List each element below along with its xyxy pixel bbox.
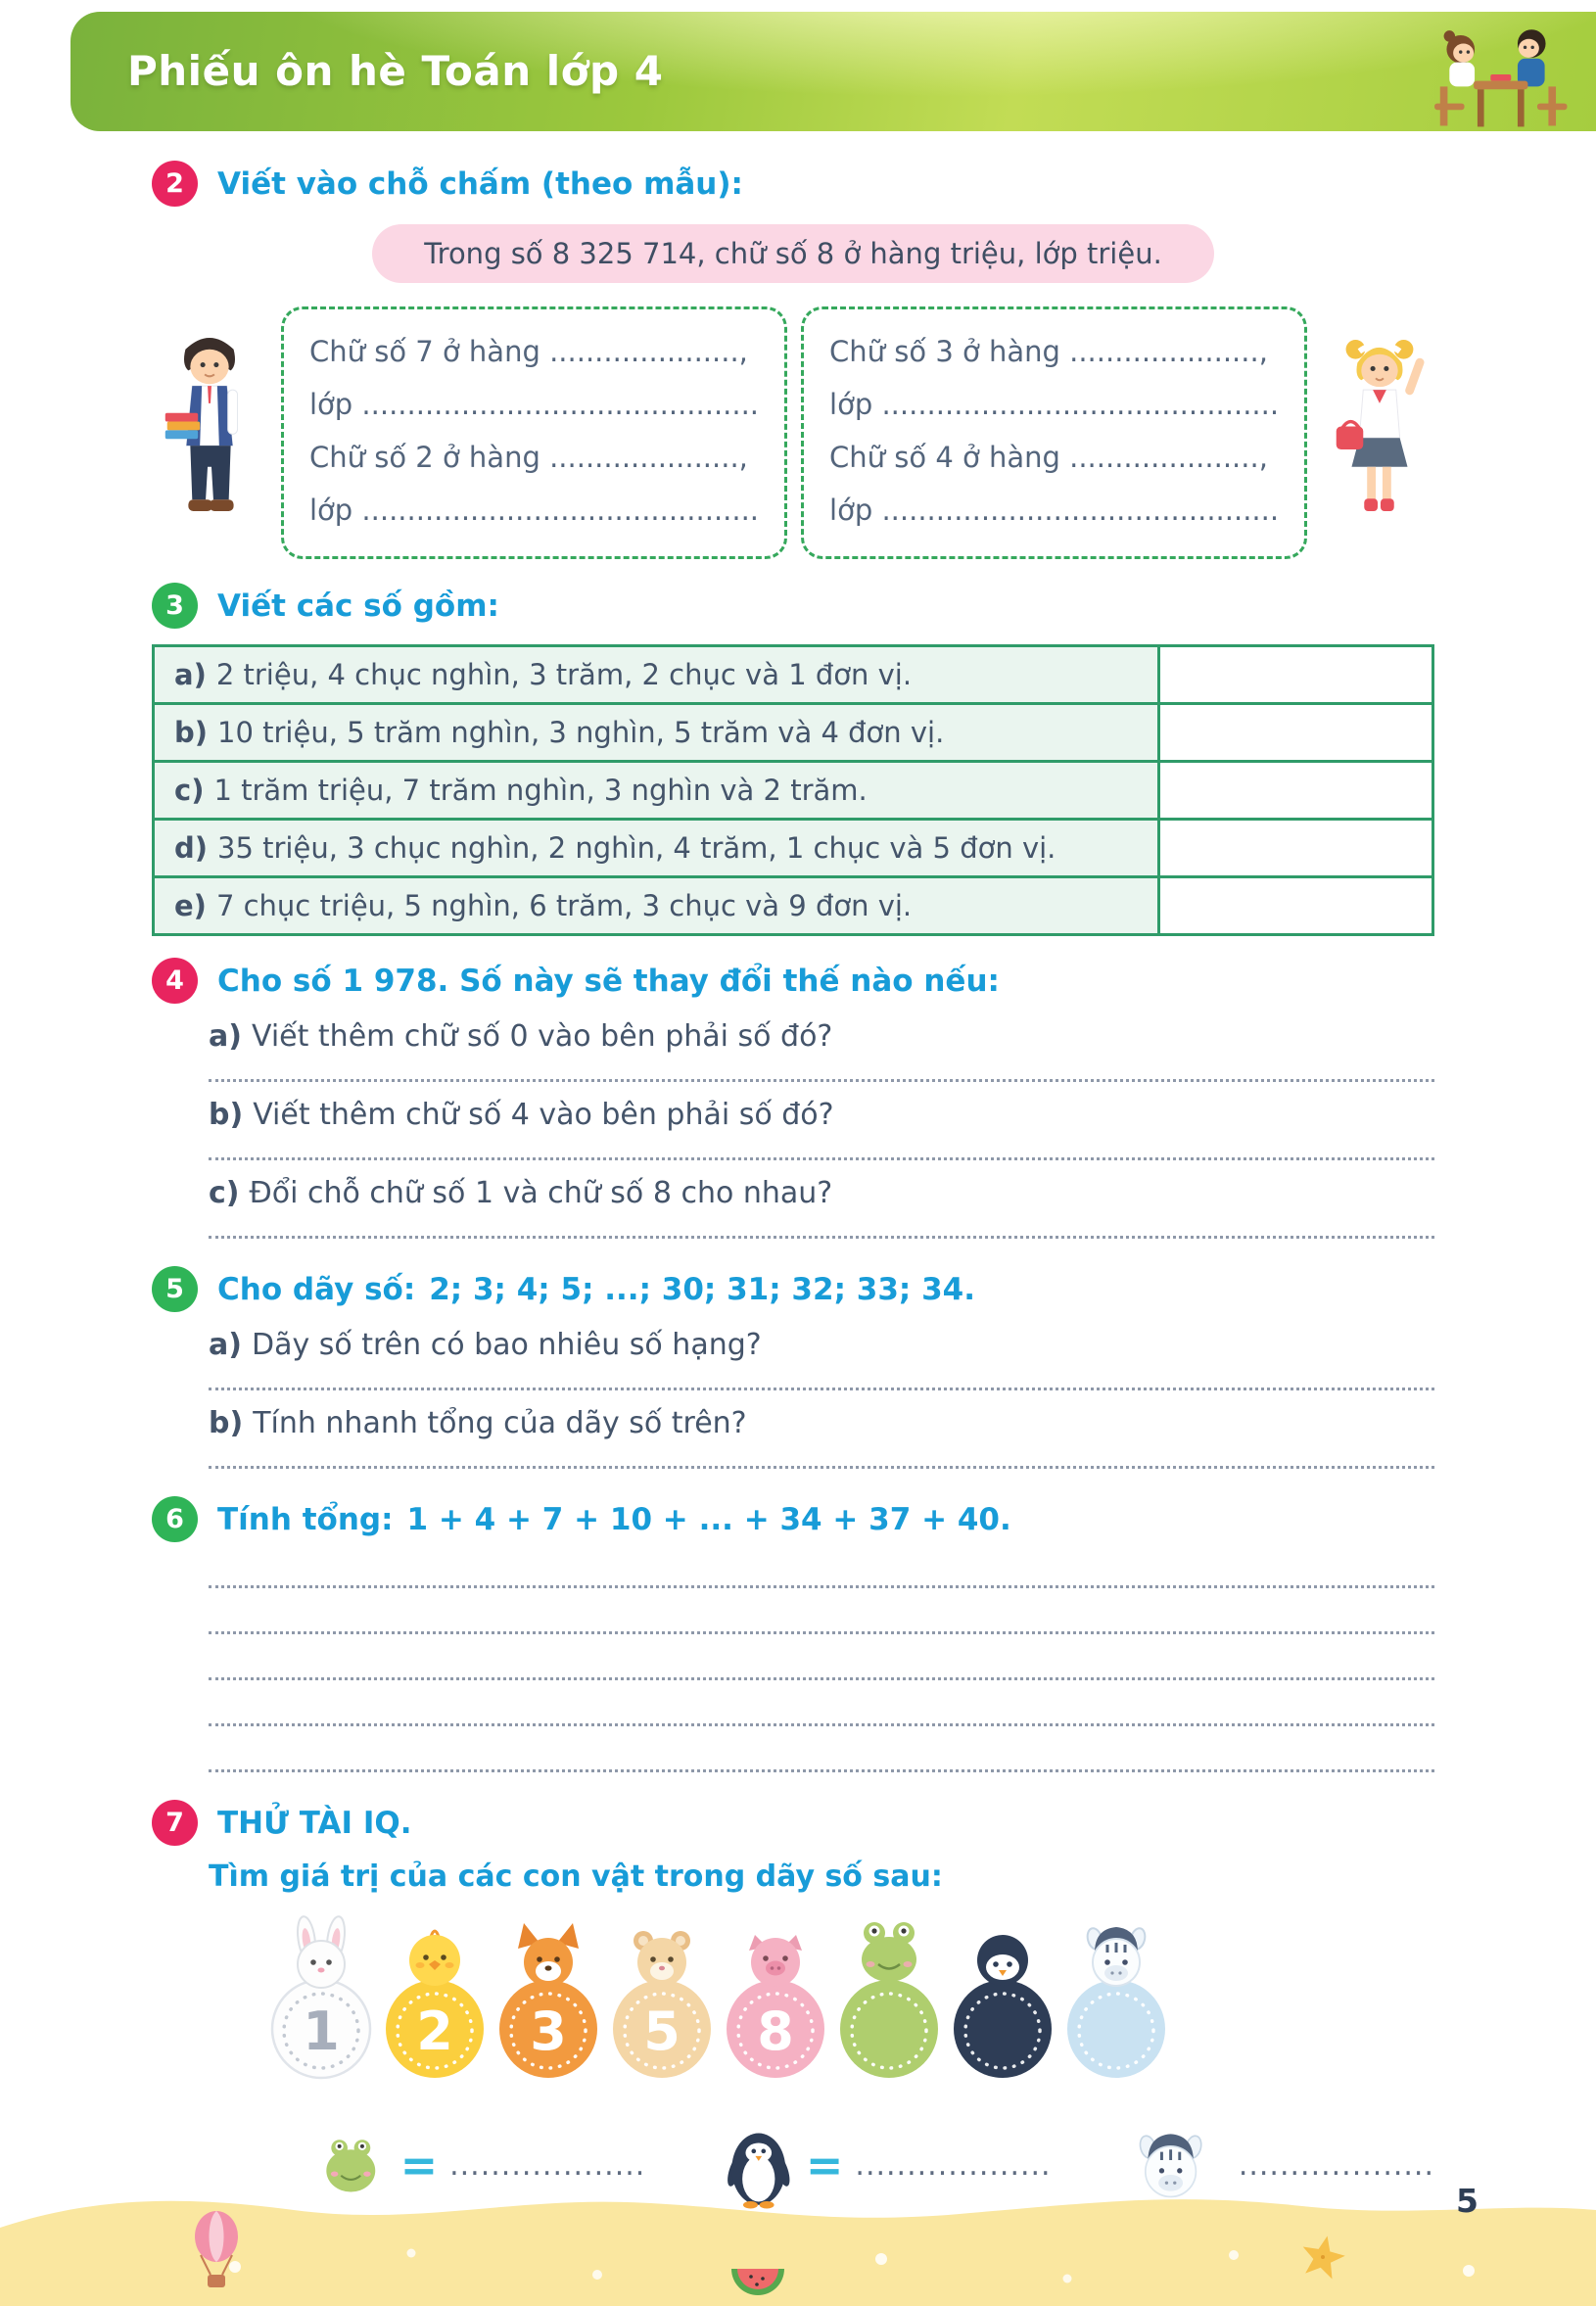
answer-line xyxy=(209,1466,1434,1469)
question-2-title: Viết vào chỗ chấm (theo mẫu): xyxy=(217,165,743,202)
animal-frog xyxy=(837,1913,941,2086)
question-4-body xyxy=(209,1019,1434,1239)
fill-box-left xyxy=(281,306,787,559)
fill-line: lớp ............................................ xyxy=(829,494,1280,527)
hot-air-balloon-icon xyxy=(191,2210,242,2294)
q3-row-text: d) 35 triệu, 3 chục nghìn, 2 nghìn, 4 trăm, 1 chục và 5 đơn vị. xyxy=(154,820,1159,877)
question-4-title: Cho số 1 978. Số này sẽ thay đổi thế nào nếu: xyxy=(217,963,1000,999)
q3-answer-cell xyxy=(1159,762,1433,820)
q3-row-text: e) 7 chục triệu, 5 nghìn, 6 trăm, 3 chục và 9 đơn vị. xyxy=(154,877,1159,935)
question-7-header xyxy=(152,1800,1434,1846)
fill-line: lớp ............................................ xyxy=(309,494,760,527)
question-3-badge: 3 xyxy=(152,583,198,629)
page-number: 5 xyxy=(1456,2182,1479,2220)
equals-sign: = xyxy=(399,2139,439,2191)
question-4-header xyxy=(152,958,1434,1004)
question-7-subtitle: Tìm giá trị của các con vật trong dãy số sau: xyxy=(209,1859,943,1894)
fill-line: lớp ............................................ xyxy=(309,388,760,421)
question-2-badge: 2 xyxy=(152,161,198,207)
answer-dots: ................... xyxy=(449,2147,646,2183)
answer-line xyxy=(209,1769,1434,1772)
animal-pig xyxy=(724,1913,827,2086)
frog-icon xyxy=(313,2129,389,2201)
answer-line xyxy=(209,1631,1434,1634)
fill-line: Chữ số 4 ở hàng ....................., xyxy=(829,441,1268,474)
penguin-icon xyxy=(724,2111,794,2219)
question-2-header xyxy=(152,161,1434,207)
q3-row xyxy=(154,762,1433,820)
q3-row xyxy=(154,646,1433,704)
answer-line xyxy=(209,1585,1434,1588)
q3-answer-cell xyxy=(1159,877,1433,935)
question-6-body xyxy=(209,1585,1434,1772)
q3-row-text: c) 1 trăm triệu, 7 trăm nghìn, 3 nghìn và 2 trăm. xyxy=(154,762,1159,820)
answer-dots: ................... xyxy=(1238,2147,1434,2183)
question-7-title: THỬ TÀI IQ. xyxy=(217,1805,412,1841)
answer-line xyxy=(209,1677,1434,1680)
zebra-icon xyxy=(1130,2118,1211,2212)
watermelon-icon xyxy=(729,2265,786,2300)
fill-line: lớp ............................................ xyxy=(829,388,1280,421)
q3-row xyxy=(154,820,1433,877)
question-6-title: Tính tổng: 1 + 4 + 7 + 10 + ... + 34 + 37 + 40. xyxy=(217,1501,1011,1537)
q6-expression: 1 + 4 + 7 + 10 + ... + 34 + 37 + 40. xyxy=(406,1501,1011,1537)
fill-line: Chữ số 2 ở hàng ....................., xyxy=(309,441,748,474)
animal-number: 2 xyxy=(416,2000,453,2062)
animal-fox xyxy=(496,1913,600,2086)
fill-line: Chữ số 7 ở hàng ....................., xyxy=(309,335,748,368)
animal-rabbit xyxy=(269,1913,373,2086)
animal-sequence-row xyxy=(269,1913,1434,2086)
q4-item-c: c) Đổi chỗ chữ số 1 và chữ số 8 cho nhau? xyxy=(209,1176,833,1210)
q4-item-b: b) Viết thêm chữ số 4 vào bên phải số đó? xyxy=(209,1098,834,1132)
q3-row xyxy=(154,704,1433,762)
answer-line xyxy=(209,1236,1434,1239)
example-box: Trong số 8 325 714, chữ số 8 ở hàng triệu, lớp triệu. xyxy=(372,224,1214,283)
question-6-header xyxy=(152,1496,1434,1542)
q5-sequence: 2; 3; 4; 5; ...; 30; 31; 32; 33; 34. xyxy=(429,1271,976,1307)
equals-sign: = xyxy=(805,2139,844,2191)
animal-number: 1 xyxy=(303,2000,340,2062)
question-5-header xyxy=(152,1266,1434,1312)
q3-row-text: a) 2 triệu, 4 chục nghìn, 3 trăm, 2 chục và 1 đơn vị. xyxy=(154,646,1159,704)
fill-in-boxes-row xyxy=(152,306,1434,559)
question-5-badge: 5 xyxy=(152,1266,198,1312)
header-band xyxy=(70,12,1596,131)
animal-answers-row xyxy=(313,2111,1434,2219)
question-6-badge: 6 xyxy=(152,1496,198,1542)
q4-item-a: a) Viết thêm chữ số 0 vào bên phải số đó? xyxy=(209,1019,833,1054)
answer-line xyxy=(209,1723,1434,1726)
animal-number: 8 xyxy=(757,2000,794,2062)
q3-answer-cell xyxy=(1159,646,1433,704)
answer-dots: ................... xyxy=(855,2147,1052,2183)
question-5-title: Cho dãy số: 2; 3; 4; 5; ...; 30; 31; 32; 33; 34. xyxy=(217,1271,976,1307)
question-7-badge: 7 xyxy=(152,1800,198,1846)
question-4-badge: 4 xyxy=(152,958,198,1004)
answer-line xyxy=(209,1388,1434,1390)
animal-hamster xyxy=(610,1913,714,2086)
animal-number: 3 xyxy=(530,2000,567,2062)
q3-answer-cell xyxy=(1159,820,1433,877)
header-title: Phiếu ôn hè Toán lớp 4 xyxy=(127,47,664,95)
boy-illustration xyxy=(152,320,267,528)
fill-box-right xyxy=(801,306,1307,559)
q5-item-b: b) Tính nhanh tổng của dãy số trên? xyxy=(209,1406,747,1440)
answer-line xyxy=(209,1079,1434,1082)
animal-number: 5 xyxy=(643,2000,681,2062)
starfish-icon xyxy=(1299,2234,1346,2281)
worksheet-content xyxy=(152,145,1434,2219)
answer-line xyxy=(209,1157,1434,1160)
fill-line: Chữ số 3 ở hàng ....................., xyxy=(829,335,1268,368)
q5-item-a: a) Dãy số trên có bao nhiêu số hạng? xyxy=(209,1328,762,1362)
animal-penguin xyxy=(951,1913,1055,2086)
q3-answer-cell xyxy=(1159,704,1433,762)
question-3-header xyxy=(152,583,1434,629)
q3-row xyxy=(154,877,1433,935)
question-5-body xyxy=(209,1328,1434,1469)
kids-at-desk-illustration xyxy=(1412,14,1580,135)
animal-zebra xyxy=(1064,1913,1168,2086)
q3-table xyxy=(152,644,1434,936)
girl-illustration xyxy=(1321,320,1436,528)
animal-chick xyxy=(383,1913,487,2086)
q3-row-text: b) 10 triệu, 5 trăm nghìn, 3 nghìn, 5 trăm và 4 đơn vị. xyxy=(154,704,1159,762)
question-3-title: Viết các số gồm: xyxy=(217,588,499,624)
